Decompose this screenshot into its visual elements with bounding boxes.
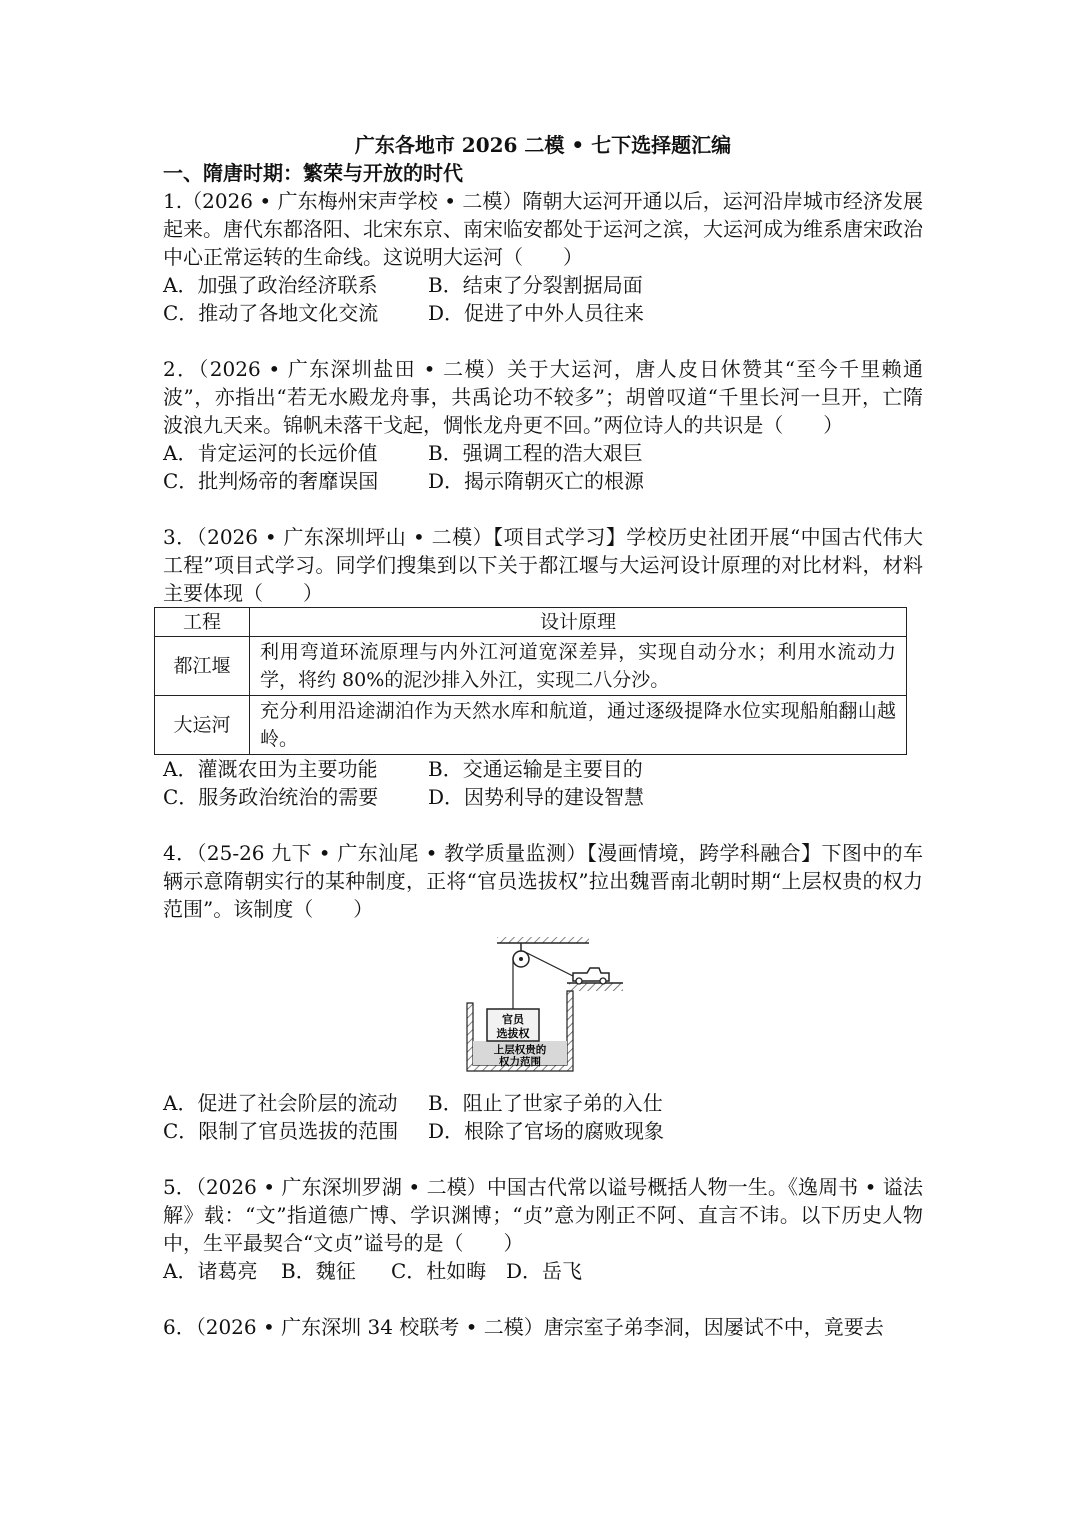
question-6: [163, 1313, 923, 1341]
question-4: [163, 839, 923, 1145]
question-5-option-b[interactable]: B．魏征: [281, 1259, 356, 1283]
table-row: [155, 696, 907, 755]
question-2-options: [163, 439, 923, 495]
question-4-option-c[interactable]: C．限制了官员选拔的范围: [163, 1119, 399, 1143]
question-3-options: [163, 755, 923, 811]
question-1: [163, 187, 923, 327]
question-1-option-c[interactable]: C．推动了各地文化交流: [163, 301, 379, 325]
question-3-stem: 3．（2026 • 广东深圳坪山 • 二模）【项目式学习】学校历史社团开展“中国古代伟大工程”项目式学习。同学们搜集到以下关于都江堰与大运河设计原理的对比材料，材料主要体现（ ）: [163, 525, 923, 605]
table-cell-principle: 充分利用沿途湖泊作为天然水库和航道，通过逐级提降水位实现船舶翻山越岭。: [250, 696, 907, 755]
table-header-principle: 设计原理: [250, 608, 907, 637]
question-4-stem: 4．（25-26 九下 • 广东汕尾 • 教学质量监测）【漫画情境，跨学科融合】下图中的车辆示意隋朝实行的某种制度，正将“官员选拔权”拉出魏晋南北朝时期“上层权贵的权力范围”。该制度（ ）: [163, 841, 923, 921]
document-content: [163, 131, 923, 1341]
question-4-options: [163, 1089, 923, 1145]
question-2-option-a[interactable]: A．肯定运河的长远价值: [163, 441, 378, 465]
table-row: [155, 637, 907, 696]
section-heading: 一、隋唐时期：繁荣与开放的时代: [163, 161, 463, 185]
car-icon: [573, 968, 609, 984]
question-2: [163, 355, 923, 495]
question-3: [163, 523, 923, 811]
table-cell-project: 大运河: [155, 696, 250, 755]
pit-label-1: 上层权贵的: [493, 1044, 547, 1056]
table-cell-principle: 利用弯道环流原理与内外江河道宽深差异，实现自动分水；利用水流动力学，将约 80%的泥沙排入外江，实现二八分沙。: [250, 637, 907, 696]
question-6-stem: 6．（2026 • 广东深圳 34 校联考 • 二模）唐宗室子弟李洞，因屡试不中，竟要去: [163, 1315, 884, 1339]
question-5-option-d[interactable]: D．岳飞: [506, 1259, 583, 1283]
ceiling-hatch: [497, 937, 589, 943]
question-2-option-d[interactable]: D．揭示隋朝灭亡的根源: [428, 469, 645, 493]
question-5: [163, 1173, 923, 1285]
question-5-options: [163, 1257, 923, 1285]
question-5-option-a[interactable]: A．诸葛亮: [163, 1259, 258, 1283]
question-1-stem: 1.（2026 • 广东梅州宋声学校 • 二模）隋朝大运河开通以后，运河沿岸城市经济发展起来。唐代东都洛阳、北宋东京、南宋临安都处于运河之滨，大运河成为维系唐宋政治中心正常运转的生命线。这说明大运河（ ）: [163, 189, 923, 269]
document-title: 广东各地市 2026 二模 • 七下选择题汇编: [354, 133, 732, 157]
question-1-option-a[interactable]: A．加强了政治经济联系: [163, 273, 378, 297]
question-3-option-b[interactable]: B．交通运输是主要目的: [428, 757, 643, 781]
pulley-cartoon: [463, 937, 623, 1077]
cartoon-figure: [163, 937, 923, 1077]
question-1-option-d[interactable]: D．促进了中外人员往来: [428, 301, 645, 325]
box-label-1: 官员: [502, 1013, 524, 1026]
table-cell-project: 都江堰: [155, 637, 250, 696]
question-2-option-c[interactable]: C．批判炀帝的奢靡误国: [163, 469, 379, 493]
question-4-option-a[interactable]: A．促进了社会阶层的流动: [163, 1091, 398, 1115]
box-label-2: 选拔权: [496, 1027, 530, 1040]
question-1-options: [163, 271, 923, 327]
question-5-option-c[interactable]: C．杜如晦: [391, 1259, 487, 1283]
question-5-stem: 5．（2026 • 广东深圳罗湖 • 二模）中国古代常以谥号概括人物一生。《逸周书 • 谥法解》载：“文”指道德广博、学识渊博；“贞”意为刚正不阿、直言不讳。以下历史人物中，生平最契合“文贞”谥号的是（ ）: [163, 1175, 923, 1255]
design-principle-table: [154, 607, 907, 755]
question-4-option-d[interactable]: D．根除了官场的腐败现象: [428, 1119, 665, 1143]
table-header-row: [155, 608, 907, 637]
question-2-stem: 2．（2026 • 广东深圳盐田 • 二模）关于大运河，唐人皮日休赞其“至今千里赖通波”，亦指出“若无水殿龙舟事，共禹论功不较多”；胡曾叹道“千里长河一旦开，亡隋波浪九天来。锦帆未落干戈起，惆怅龙舟更不回。”两位诗人的共识是（ ）: [163, 357, 923, 437]
table-header-project: 工程: [155, 608, 250, 637]
question-3-option-d[interactable]: D．因势利导的建设智慧: [428, 785, 645, 809]
pit-label-2: 权力范围: [499, 1056, 541, 1068]
question-1-option-b[interactable]: B．结束了分裂割据局面: [428, 273, 643, 297]
question-2-option-b[interactable]: B．强调工程的浩大艰巨: [428, 441, 643, 465]
question-4-option-b[interactable]: B．阻止了世家子弟的入仕: [428, 1091, 663, 1115]
question-3-option-c[interactable]: C．服务政治统治的需要: [163, 785, 379, 809]
question-3-option-a[interactable]: A．灌溉农田为主要功能: [163, 757, 378, 781]
